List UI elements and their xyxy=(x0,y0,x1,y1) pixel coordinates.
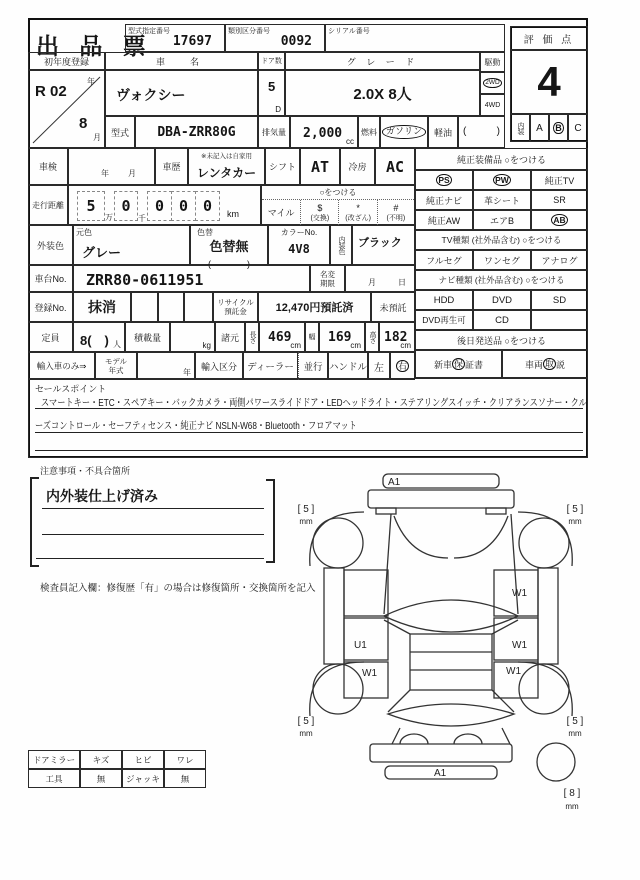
navi-cd: CD xyxy=(473,310,531,330)
odometer-unit: km xyxy=(227,209,239,219)
interior-color-value: ブラック xyxy=(352,225,415,265)
shaken-value: 年 月 xyxy=(68,148,155,185)
tire-rear-right xyxy=(519,664,569,714)
drive-2wd xyxy=(480,72,505,94)
model-year-value: 年 xyxy=(137,352,195,380)
equipment-header: 純正装備品 ○をつける xyxy=(415,148,588,170)
height-label: 高さ xyxy=(365,322,379,352)
owner-manual: 車両 取 説 xyxy=(502,350,588,378)
import-only-label: 輸入車のみ⇒ xyxy=(28,352,95,380)
first-registration-era: R 02 xyxy=(35,83,67,100)
odometer-opt-exchange: $ (交換) xyxy=(300,200,338,225)
registration-no-label: 登録No. xyxy=(28,292,73,322)
warranty-book: 新車 保 証書 xyxy=(415,350,502,378)
odometer-opt-unknown: # (不明) xyxy=(377,200,414,225)
rocker-l-mark: U1 xyxy=(354,640,367,651)
fuel-other: ( ) xyxy=(458,116,505,148)
odometer-digit-1: 0 xyxy=(147,191,172,221)
first-registration-label: 初年度登録 xyxy=(28,52,105,70)
interior-grade-label: 内装 xyxy=(510,114,530,142)
width-label: 幅 xyxy=(305,322,319,352)
registration-empty-3 xyxy=(184,292,213,322)
tv-oneseg: ワンセグ xyxy=(473,250,531,270)
chassis-no-value: ZRR80-0611951 xyxy=(73,265,310,292)
equipment-leather: 革シート xyxy=(473,190,531,210)
left-rear-door xyxy=(344,618,388,660)
rear-bumper-mark: A1 xyxy=(434,768,447,779)
handle-right xyxy=(390,352,415,380)
notes-bracket-right xyxy=(266,479,275,563)
import-dealer: ディーラー xyxy=(243,352,298,380)
door-rr-mark: W1 xyxy=(512,640,527,651)
import-type-label: 輸入区分 xyxy=(195,352,243,380)
field-serial xyxy=(325,24,505,52)
inspector-instruction: 検査員記入欄：修復歴「有」の場合は修復箇所・交換箇所を記入 xyxy=(40,583,316,594)
grade-value: 2.0X 8人 xyxy=(285,70,480,116)
tread-spare: [ 8 ] xyxy=(563,788,581,799)
tire-rear-left xyxy=(313,664,363,714)
color-change-value: 色替無 xyxy=(209,238,249,254)
notes-label: 注意事項・不具合箇所 xyxy=(40,466,131,476)
length-value: 469 cm xyxy=(259,322,305,352)
navi-dvd-playable: DVD再生可 xyxy=(415,310,473,330)
capacity-label: 定員 xyxy=(28,322,73,352)
navi-dvd: DVD xyxy=(473,290,531,310)
field-model-designation xyxy=(125,24,225,52)
odometer-label: 走行距離 xyxy=(28,185,68,225)
field-serial-label: シリアル番号 xyxy=(328,28,370,35)
fuel-gasoline-circle: ガソリン xyxy=(382,125,426,138)
first-registration-year-unit: 年 xyxy=(87,77,95,86)
displacement-unit: cc xyxy=(346,137,354,146)
shift-label: シフト xyxy=(265,148,300,185)
door-fr-mark: W1 xyxy=(512,588,527,599)
sheet-title: 出 品 票 xyxy=(36,33,153,59)
navi-hdd: HDD xyxy=(415,290,473,310)
interior-grade-a: A xyxy=(530,114,549,142)
rename-deadline-label: 名変期限 xyxy=(310,265,345,292)
doors-value: 5 D xyxy=(258,70,285,116)
fuel-label: 燃料 xyxy=(358,116,380,148)
tread-rr: [ 5 ] xyxy=(566,716,584,727)
color-change-cell: 色替 色替無 ( ) xyxy=(190,225,268,265)
equipment-navi: 純正ナビ xyxy=(415,190,473,210)
drive-2wd-circle: 2WD xyxy=(485,79,500,87)
sales-points-line2: ーズコントロール・セーフティセンス・純正ナビ NSLN-W68・Bluetooth・フロアマット xyxy=(35,421,357,432)
odometer-mark-header: ○をつける xyxy=(262,186,414,200)
manual-circle: 取 xyxy=(544,358,554,369)
fuel-diesel: 軽油 xyxy=(428,116,458,148)
tire-front-left xyxy=(313,518,363,568)
checklist-crack: ヒビ xyxy=(122,750,164,769)
equipment-ps: PS xyxy=(415,170,473,190)
equipment-tv: 純正TV xyxy=(531,170,588,190)
front-bumper-strip xyxy=(383,474,499,488)
checklist-tools: 工具 xyxy=(28,769,80,788)
windshield xyxy=(394,516,508,558)
rear-bumper xyxy=(370,744,512,762)
tread-fr: [ 5 ] xyxy=(566,504,584,515)
height-value: 182 cm xyxy=(379,322,415,352)
drive-label: 駆動 xyxy=(480,52,505,72)
field-model-designation-label: 型式指定番号 xyxy=(128,28,170,35)
history-label: 車歴 xyxy=(155,148,188,185)
displacement-value: 2,000 cc xyxy=(290,116,358,148)
recycle-deposit-label: リサイクル預託金 xyxy=(213,292,258,322)
first-registration-month: 8 xyxy=(79,115,88,132)
car-name-label: 車 名 xyxy=(105,52,258,70)
length-label: 長さ xyxy=(245,322,259,352)
field-class-code xyxy=(225,24,325,52)
tv-analog: アナログ xyxy=(531,250,588,270)
import-parallel: 並行 xyxy=(298,352,328,380)
shift-value: AT xyxy=(300,148,340,185)
history-value: ※未記入は自家用 レンタカー xyxy=(188,148,265,185)
sales-points-label: セールスポイント xyxy=(35,384,107,394)
score-header: 評 価 点 xyxy=(510,26,588,50)
odometer-digit-sen: 0 xyxy=(114,191,138,221)
model-code-label: 型式 xyxy=(105,116,135,148)
handle-left: 左 xyxy=(368,352,390,380)
odometer-mark-section xyxy=(261,185,415,225)
equipment-sr: SR xyxy=(531,190,588,210)
checklist-jack: ジャッキ xyxy=(122,769,164,788)
right-rear-door xyxy=(494,618,538,660)
handle-label: ハンドル xyxy=(328,352,368,380)
displacement-label: 排気量 xyxy=(258,116,290,148)
checklist-scratch: キズ xyxy=(80,750,122,769)
equipment-ab: AB xyxy=(531,210,588,230)
checklist-tools-none: 無 xyxy=(80,769,122,788)
field-class-code-value: 0092 xyxy=(280,34,312,49)
spare-tire xyxy=(537,743,575,781)
base-color-cell: 元色 グレー xyxy=(73,225,190,265)
load-label: 積載量 xyxy=(125,322,170,352)
rear-glass xyxy=(388,704,514,726)
cooling-value: AC xyxy=(375,148,415,185)
handle-right-circle: 右 xyxy=(397,360,407,371)
checklist-door-mirror: ドアミラー xyxy=(28,750,80,769)
tv-type-header: TV種類 (社外品含む) ○をつける xyxy=(415,230,588,250)
tread-fl: [ 5 ] xyxy=(297,504,315,515)
model-code-value: DBA-ZRR80G xyxy=(135,116,258,148)
first-registration-cell xyxy=(28,70,105,148)
right-sill xyxy=(538,568,558,664)
door-rl-mark: W1 xyxy=(362,668,377,679)
equipment-aw: 純正AW xyxy=(415,210,473,230)
chassis-no-label: 車台No. xyxy=(28,265,73,292)
equipment-airbag: エアB xyxy=(473,210,531,230)
rename-deadline-value: 月 日 xyxy=(345,265,415,292)
tire-front-right xyxy=(519,518,569,568)
first-registration-month-unit: 月 xyxy=(93,133,101,142)
field-class-code-label: 類別区分番号 xyxy=(228,28,270,35)
left-sill xyxy=(324,568,344,664)
width-value: 169 cm xyxy=(319,322,365,352)
svg-text:mm: mm xyxy=(299,729,313,738)
odometer-mile: マイル xyxy=(267,208,295,218)
registration-empty-2 xyxy=(158,292,184,322)
base-color-value: グレー xyxy=(82,245,122,260)
model-year-label: モデル年式 xyxy=(95,352,137,380)
svg-text:mm: mm xyxy=(565,802,579,811)
shaken-label: 車検 xyxy=(28,148,68,185)
navi-empty xyxy=(531,310,588,330)
field-model-designation-value: 17697 xyxy=(172,34,212,49)
car-name-value: ヴォクシー xyxy=(105,70,258,116)
registration-no-value: 抹消 xyxy=(73,292,131,322)
color-no-cell: カラーNo. 4V8 xyxy=(268,225,330,265)
interior-grade-b-circle: B xyxy=(555,122,562,133)
a-pillars xyxy=(384,514,518,614)
registration-empty-1 xyxy=(131,292,158,322)
navi-type-header: ナビ種類 (社外品含む) ○をつける xyxy=(415,270,588,290)
equipment-pw: PW xyxy=(473,170,531,190)
checklist-split: ワレ xyxy=(164,750,206,769)
recycle-not-deposited: 未預託 xyxy=(371,292,415,322)
interior-grade-c: C xyxy=(568,114,588,142)
grade-label: グ レ ー ド xyxy=(285,52,480,70)
interior-color-label: 内装色 xyxy=(330,225,352,265)
load-value: kg xyxy=(170,322,215,352)
warranty-circle: 保 xyxy=(453,358,463,369)
color-change-paren: ( ) xyxy=(208,258,250,269)
left-front-door xyxy=(344,570,388,616)
doors-label: ドア数 xyxy=(258,52,285,70)
score-value: 4 xyxy=(510,50,588,114)
odometer-digit-2: 0 xyxy=(171,191,196,221)
navi-sd: SD xyxy=(531,290,588,310)
car-damage-diagram xyxy=(288,462,622,822)
sales-points-section xyxy=(28,378,588,458)
exterior-color-label: 外装色 xyxy=(28,225,73,265)
doors-unit: D xyxy=(275,105,281,114)
later-shipping-header: 後日発送品 ○をつける xyxy=(415,330,588,350)
checklist-jack-none: 無 xyxy=(164,769,206,788)
recycle-deposit-value: 12,470円預託済 xyxy=(258,292,371,322)
dimensions-label: 諸元 xyxy=(215,322,245,352)
notes-entry: 内外装仕上げ済み xyxy=(46,488,158,504)
odometer-digit-man: 5 xyxy=(77,191,105,221)
capacity-value: 8( ) 人 xyxy=(73,322,125,352)
front-bumper-mark: A1 xyxy=(388,477,401,488)
svg-text:mm: mm xyxy=(299,517,313,526)
tread-rl: [ 5 ] xyxy=(297,716,315,727)
floor-pan xyxy=(410,634,492,690)
tv-fullseg: フルセグ xyxy=(415,250,473,270)
color-no-value: 4V8 xyxy=(288,242,310,256)
quarter-rr-mark: W1 xyxy=(506,666,521,677)
odometer-digit-3: 0 xyxy=(195,191,220,221)
notes-bracket-left xyxy=(30,477,39,567)
cooling-label: 冷房 xyxy=(340,148,375,185)
fuel-gasoline xyxy=(380,116,428,148)
svg-text:mm: mm xyxy=(568,729,582,738)
interior-grade-b xyxy=(549,114,568,142)
front-bumper xyxy=(368,490,514,508)
history-note: ※未記入は自家用 xyxy=(201,152,252,160)
odometer-opt-tampered: * (改ざん) xyxy=(338,200,376,225)
sales-points-line1: スマートキー・ETC・スペアキー・バックカメラ・両側パワースライドドア・LEDヘッドライト・ステアリングスイッチ・クリアランスソナー・クル xyxy=(41,398,587,409)
odometer-value: 5 万 0 千 0 0 0 km xyxy=(68,185,261,225)
svg-text:mm: mm xyxy=(568,517,582,526)
drive-4wd: 4WD xyxy=(480,94,505,116)
